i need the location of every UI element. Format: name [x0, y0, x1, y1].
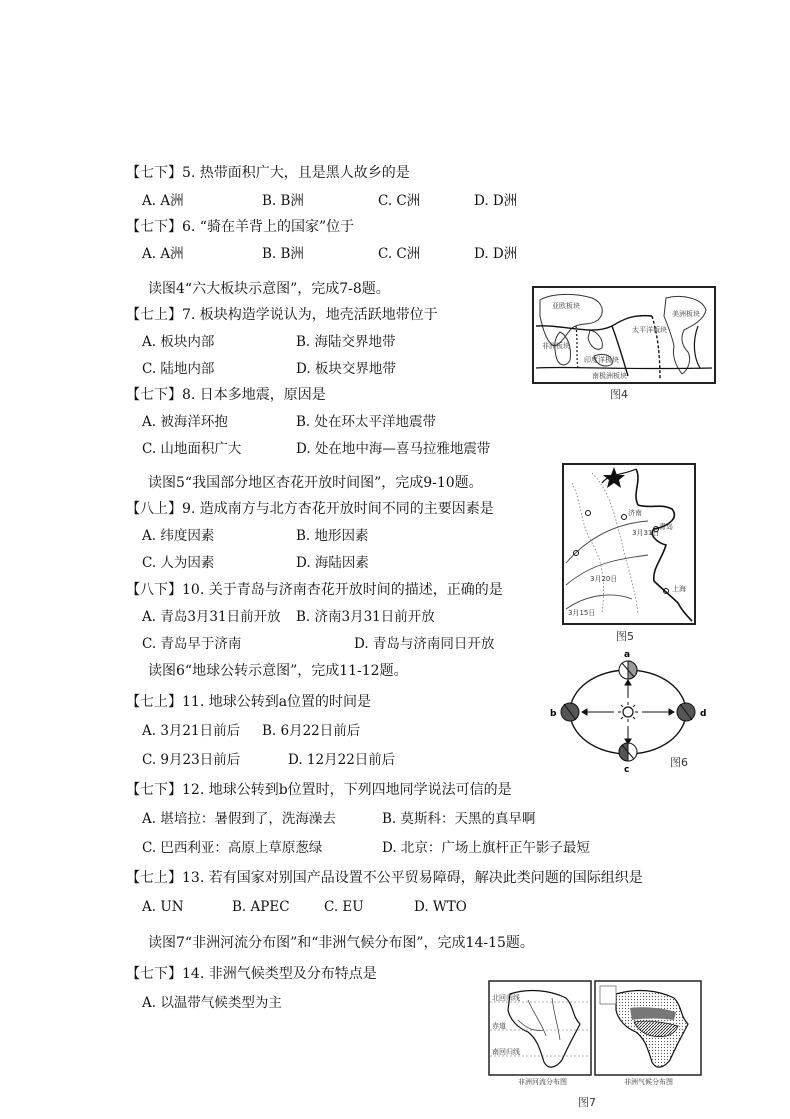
q12-option-b[interactable]: B. 莫斯科：天黑的真早啊 [382, 811, 536, 827]
q6-option-c[interactable]: C. C洲 [378, 246, 421, 262]
q13-option-b[interactable]: B. APEC [232, 899, 290, 915]
fig4-label-eurasia: 亚欧板块 [552, 302, 580, 310]
fig5-label-qingdao: 青岛 [659, 523, 673, 531]
fig4-label-indian: 印度洋板块 [584, 356, 619, 364]
q10-option-b[interactable]: B. 济南3月31日前开放 [296, 609, 435, 625]
fig6-label-c: c [624, 765, 630, 775]
q7-stem: 【七上】7. 板块构造学说认为，地壳活跃地带位于 [126, 307, 438, 323]
q10-option-a[interactable]: A. 青岛3月31日前开放 [142, 609, 281, 625]
fig5-label-mar31: 3月31日 [632, 529, 660, 537]
fig7-left-title: 非洲河流分布图 [518, 1078, 567, 1086]
q10-option-c[interactable]: C. 青岛早于济南 [142, 636, 242, 652]
q11-option-a[interactable]: A. 3月21日前后 [142, 723, 241, 739]
q13-option-d[interactable]: D. WTO [414, 899, 467, 915]
q14-stem: 【七下】14. 非洲气候类型及分布特点是 [126, 966, 377, 982]
q8-option-d[interactable]: D. 处在地中海—喜马拉雅地震带 [296, 441, 491, 457]
fig5-label-shanghai: 上海 [672, 585, 686, 593]
figure-6-orbit-diagram [544, 646, 720, 776]
fig4-label-america: 美洲板块 [672, 310, 700, 318]
q11-option-d[interactable]: D. 12月22日前后 [288, 752, 396, 768]
q6-stem: 【七下】6. “骑在羊背上的国家”位于 [126, 219, 355, 235]
intro-figure-4: 读图4“六大板块示意图”，完成7-8题。 [148, 281, 390, 297]
q9-option-a[interactable]: A. 纬度因素 [142, 528, 215, 544]
q8-option-c[interactable]: C. 山地面积广大 [142, 441, 242, 457]
q7-option-d[interactable]: D. 板块交界地带 [296, 361, 396, 377]
intro-figure-7: 读图7“非洲河流分布图”和“非洲气候分布图”，完成14-15题。 [148, 935, 534, 951]
figure-6-caption: 图6 [670, 756, 688, 769]
q9-option-b[interactable]: B. 地形因素 [296, 528, 369, 544]
figure-4-caption: 图4 [610, 388, 628, 401]
fig7-label-tropic-south: 南回归线 [492, 1048, 520, 1056]
q12-option-c[interactable]: C. 巴西利亚：高原上草原葱绿 [142, 840, 323, 856]
q12-option-a[interactable]: A. 堪培拉：暑假到了，洗海澡去 [142, 811, 336, 827]
q8-stem: 【七下】8. 日本多地震，原因是 [126, 387, 326, 403]
q10-stem: 【八下】10. 关于青岛与济南杏花开放时间的描述，正确的是 [126, 582, 503, 598]
q5-option-c[interactable]: C. C洲 [378, 193, 421, 209]
figure-7-caption: 图7 [578, 1096, 596, 1109]
q11-option-c[interactable]: C. 9月23日前后 [142, 752, 241, 768]
fig6-label-a: a [624, 650, 631, 660]
fig5-label-jinan: 济南 [628, 509, 642, 517]
fig5-label-mar20: 3月20日 [590, 575, 618, 583]
figure-5-blossom-map [562, 463, 696, 625]
q11-stem: 【七上】11. 地球公转到a位置的时间是 [126, 694, 372, 710]
fig7-label-equator: 赤道 [492, 1022, 506, 1030]
fig4-label-antarctic: 南极洲板块 [592, 372, 627, 380]
fig4-label-africa: 非洲板块 [542, 342, 570, 350]
fig5-label-mar15: 3月15日 [568, 609, 596, 617]
q8-option-a[interactable]: A. 被海洋环抱 [142, 414, 228, 430]
q12-stem: 【七下】12. 地球公转到b位置时，下列四地同学说法可信的是 [126, 782, 512, 798]
q5-stem: 【七下】5. 热带面积广大，且是黑人故乡的是 [126, 165, 410, 181]
q9-stem: 【八上】9. 造成南方与北方杏花开放时间不同的主要因素是 [126, 501, 494, 517]
q8-option-b[interactable]: B. 处在环太平洋地震带 [296, 414, 437, 430]
q9-option-d[interactable]: D. 海陆因素 [296, 555, 369, 571]
figure-5-caption: 图5 [616, 630, 634, 643]
q10-option-d[interactable]: D. 青岛与济南同日开放 [354, 636, 495, 652]
fig7-right-title: 非洲气候分布图 [624, 1078, 673, 1086]
q7-option-c[interactable]: C. 陆地内部 [142, 361, 215, 377]
intro-figure-5: 读图5“我国部分地区杏花开放时间图”，完成9-10题。 [148, 475, 483, 491]
figure-4-plate-map [532, 286, 716, 384]
fig6-label-b: b [550, 709, 557, 719]
q7-option-b[interactable]: B. 海陆交界地带 [296, 334, 396, 350]
q13-stem: 【七上】13. 若有国家对别国产品设置不公平贸易障碍，解决此类问题的国际组织是 [126, 870, 643, 886]
figure-7-river-map [488, 980, 592, 1088]
q5-option-d[interactable]: D. D洲 [474, 193, 518, 209]
q11-option-b[interactable]: B. 6月22日前后 [262, 723, 361, 739]
fig6-label-d: d [700, 709, 707, 719]
q12-option-d[interactable]: D. 北京：广场上旗杆正午影子最短 [382, 840, 590, 856]
fig7-label-tropic-north: 北回归线 [492, 994, 520, 1002]
figure-7-climate-map [594, 980, 702, 1088]
q7-option-a[interactable]: A. 板块内部 [142, 334, 215, 350]
q9-option-c[interactable]: C. 人为因素 [142, 555, 215, 571]
q5-option-b[interactable]: B. B洲 [262, 193, 304, 209]
q6-option-d[interactable]: D. D洲 [474, 246, 518, 262]
q14-option-a[interactable]: A. 以温带气候类型为主 [142, 995, 282, 1011]
intro-figure-6: 读图6“地球公转示意图”，完成11-12题。 [148, 663, 408, 679]
fig4-label-pacific: 太平洋板块 [632, 326, 667, 334]
q6-option-a[interactable]: A. A洲 [142, 246, 184, 262]
q5-option-a[interactable]: A. A洲 [142, 193, 184, 209]
q13-option-c[interactable]: C. EU [324, 899, 364, 915]
q6-option-b[interactable]: B. B洲 [262, 246, 304, 262]
q13-option-a[interactable]: A. UN [142, 899, 184, 915]
